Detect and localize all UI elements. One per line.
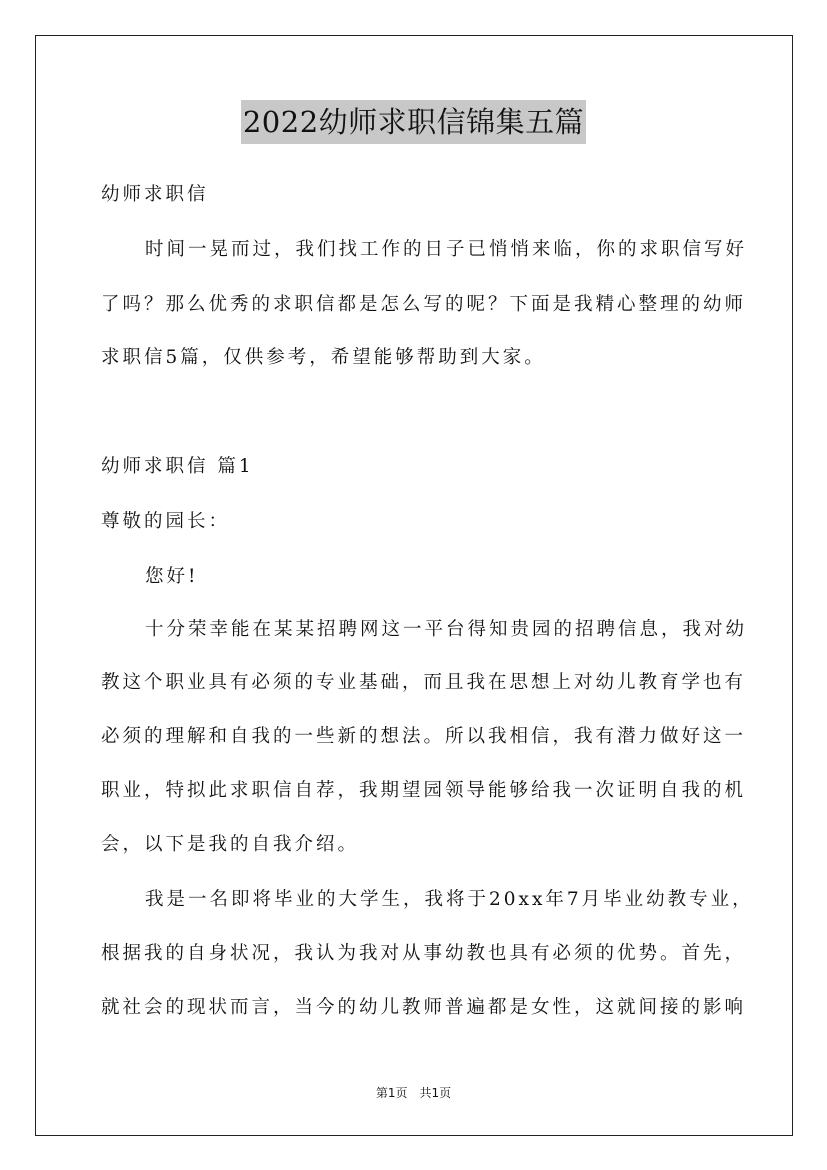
paragraph-line: 会，以下是我的自我介绍。	[101, 834, 360, 855]
greeting: 您好!	[145, 566, 199, 587]
document-title: 2022幼师求职信锦集五篇	[241, 100, 586, 144]
paragraph-line: 十分荣幸能在某某招聘网这一平台得知贵园的招聘信息，我对幼	[145, 619, 748, 640]
salutation: 尊敬的园长：	[101, 511, 231, 532]
paragraph-line: 职业，特拟此求职信自荐，我期望园领导能够给我一次证明自我的机	[101, 780, 747, 801]
paragraph-line: 时间一晃而过，我们找工作的日子已悄悄来临，你的求职信写好	[145, 239, 748, 260]
title-container	[0, 100, 827, 144]
section-heading: 幼师求职信	[101, 184, 209, 205]
page-number-footer: 第1页 共1页	[375, 1086, 452, 1100]
paragraph-line: 求职信5篇，仅供参考，希望能够帮助到大家。	[101, 347, 546, 368]
paragraph-line: 根据我的自身状况，我认为我对从事幼教也具有必须的优势。首先，	[101, 943, 747, 964]
paragraph-line: 我是一名即将毕业的大学生，我将于20xx年7月毕业幼教专业，	[145, 889, 754, 910]
paragraph-line: 了吗？那么优秀的求职信都是怎么写的呢？下面是我精心整理的幼师	[101, 294, 747, 315]
paragraph-line: 教这个职业具有必须的专业基础，而且我在思想上对幼儿教育学也有	[101, 672, 747, 693]
paragraph-line: 必须的理解和自我的一些新的想法。所以我相信，我有潜力做好这一	[101, 726, 747, 747]
letter-heading: 幼师求职信 篇1	[101, 456, 254, 477]
paragraph-line: 就社会的现状而言，当今的幼儿教师普遍都是女性，这就间接的影响	[101, 997, 747, 1018]
